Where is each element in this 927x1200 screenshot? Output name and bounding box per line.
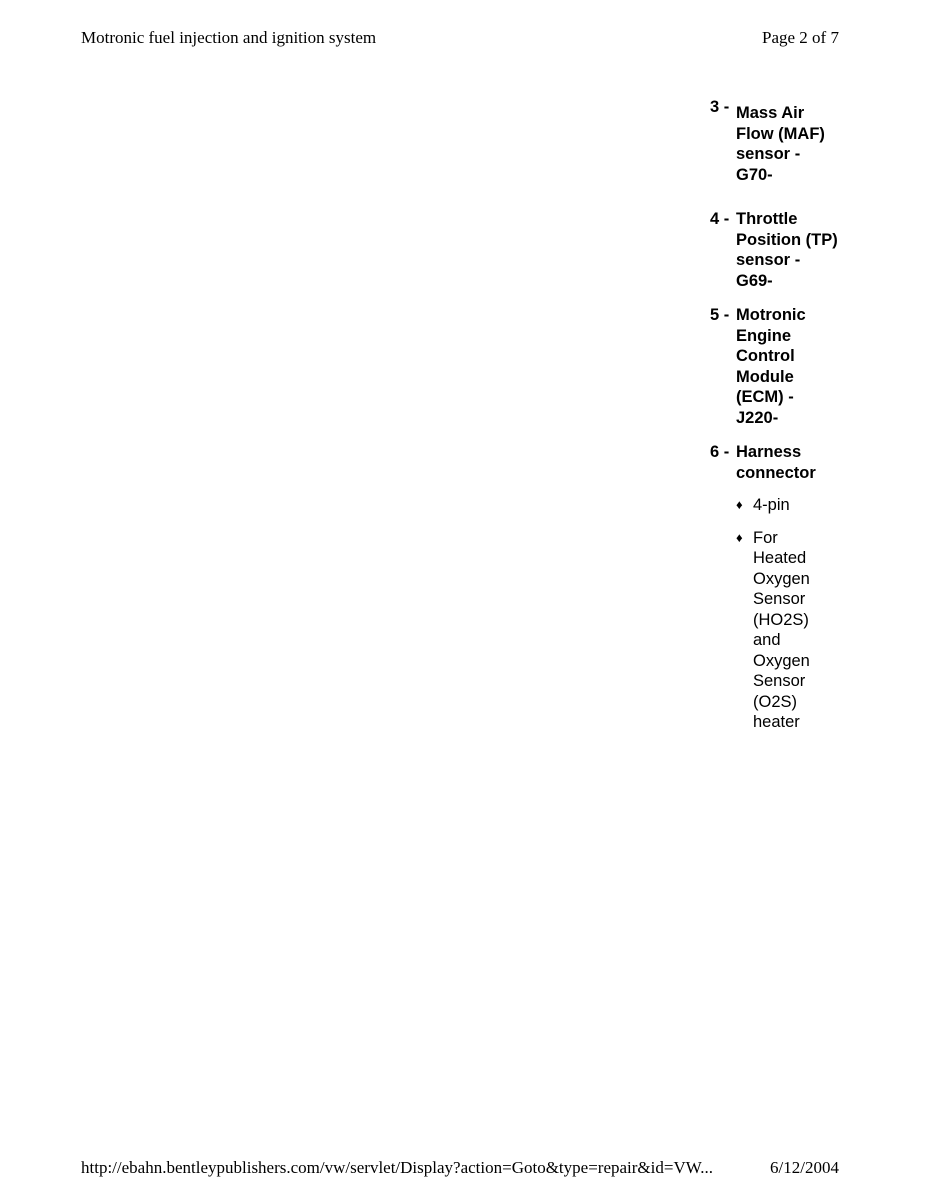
sub-list [736,495,920,733]
document-title: Motronic fuel injection and ignition system [81,28,377,47]
sub-list-item [736,495,920,516]
sub-list-item [736,528,920,733]
component-legend [710,98,920,747]
sub-list-item-text: For Heated Oxygen Sensor (HO2S) and Oxygen Sensor (O2S) heater [753,528,810,731]
legend-item-text: Throttle Position (TP) sensor - G69- [736,210,838,290]
page-number: Page 2 of 7 [762,28,839,47]
legend-item [710,442,920,733]
legend-item-number: 3 - [710,98,730,116]
legend-item [710,305,920,428]
legend-item-number: 6 - [710,443,730,461]
diamond-bullet-icon: ♦ [736,529,743,545]
legend-item-text: Motronic Engine Control Module (ECM) - J220- [736,306,806,427]
legend-item [710,209,920,291]
sub-list-item-text: 4-pin [753,496,790,514]
footer-date: 6/12/2004 [770,1158,839,1177]
footer-url: http://ebahn.bentleypublishers.com/vw/servlet/Display?action=Goto&type=repair&id=VW... [81,1158,713,1177]
legend-item-number: 4 - [710,210,730,228]
legend-item [710,98,920,185]
diamond-bullet-icon: ♦ [736,497,743,512]
legend-item-text: Harness connector [736,443,816,482]
legend-item-text: Mass Air Flow (MAF) sensor - G70- [736,104,825,184]
legend-item-number: 5 - [710,306,730,324]
